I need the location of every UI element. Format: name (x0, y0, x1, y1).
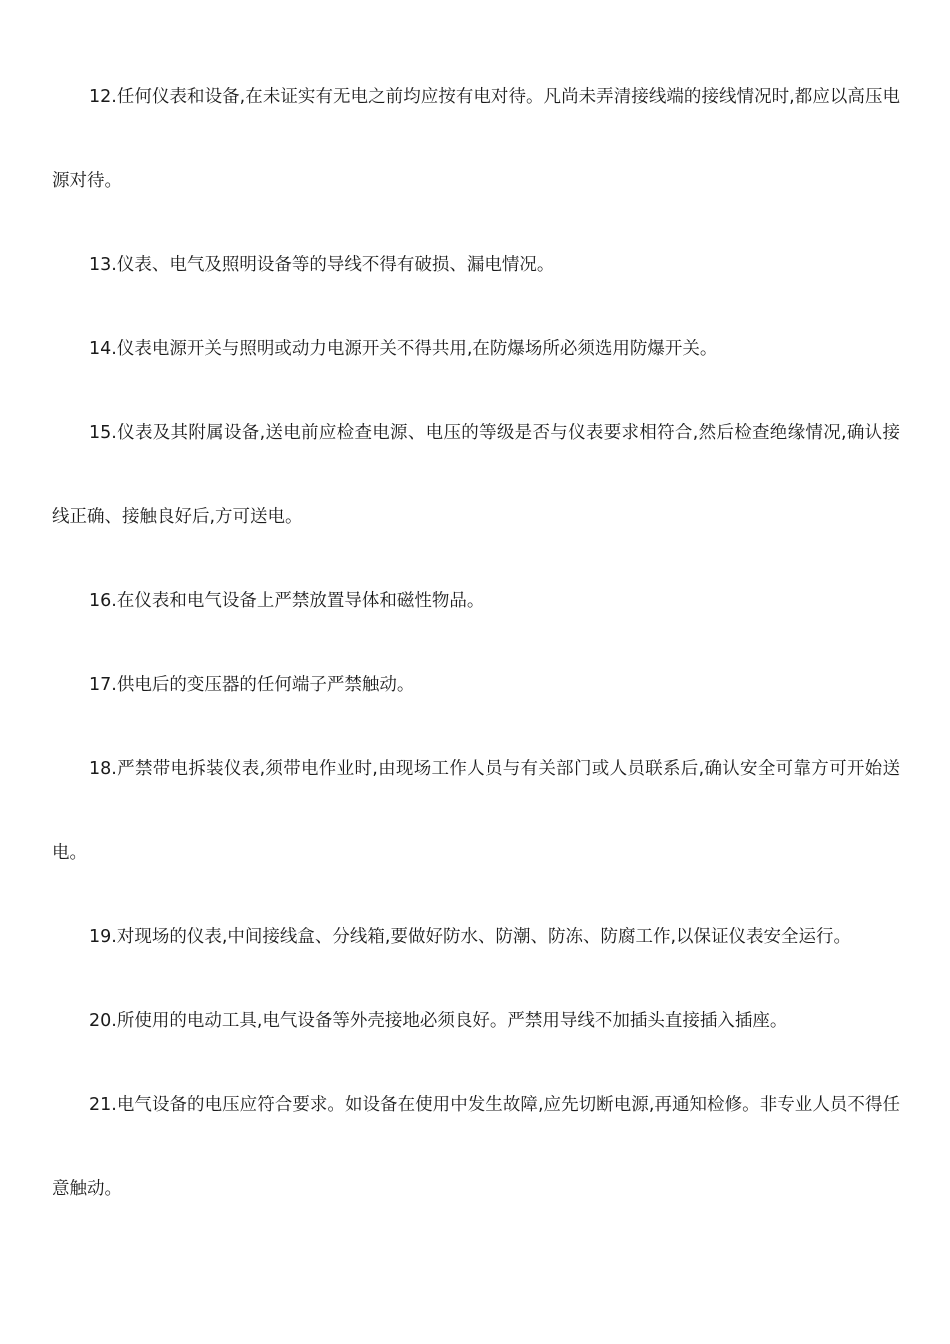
paragraph-12: 12.任何仪表和设备,在未证实有无电之前均应按有电对待。凡尚未弄清接线端的接线情况时,都应以高压电源对待。 (52, 87, 900, 191)
paragraph-19: 19.对现场的仪表,中间接线盒、分线箱,要做好防水、防潮、防冻、防腐工作,以保证仪表安全运行。 (89, 927, 852, 947)
paragraph-20: 20.所使用的电动工具,电气设备等外壳接地必须良好。严禁用导线不加插头直接插入插座。 (89, 1011, 788, 1031)
document-body (52, 55, 900, 1231)
paragraph-21: 21.电气设备的电压应符合要求。如设备在使用中发生故障,应先切断电源,再通知检修。非专业人员不得任意触动。 (52, 1095, 900, 1199)
paragraph-17: 17.供电后的变压器的任何端子严禁触动。 (89, 675, 415, 695)
paragraph-16: 16.在仪表和电气设备上严禁放置导体和磁性物品。 (89, 591, 485, 611)
paragraph-13: 13.仪表、电气及照明设备等的导线不得有破损、漏电情况。 (89, 255, 555, 275)
paragraph-15: 15.仪表及其附属设备,送电前应检查电源、电压的等级是否与仪表要求相符合,然后检查绝缘情况,确认接线正确、接触良好后,方可送电。 (52, 423, 900, 527)
paragraph-18: 18.严禁带电拆装仪表,须带电作业时,由现场工作人员与有关部门或人员联系后,确认安全可靠方可开始送电。 (52, 759, 900, 863)
paragraph-14: 14.仪表电源开关与照明或动力电源开关不得共用,在防爆场所必须选用防爆开关。 (89, 339, 718, 359)
